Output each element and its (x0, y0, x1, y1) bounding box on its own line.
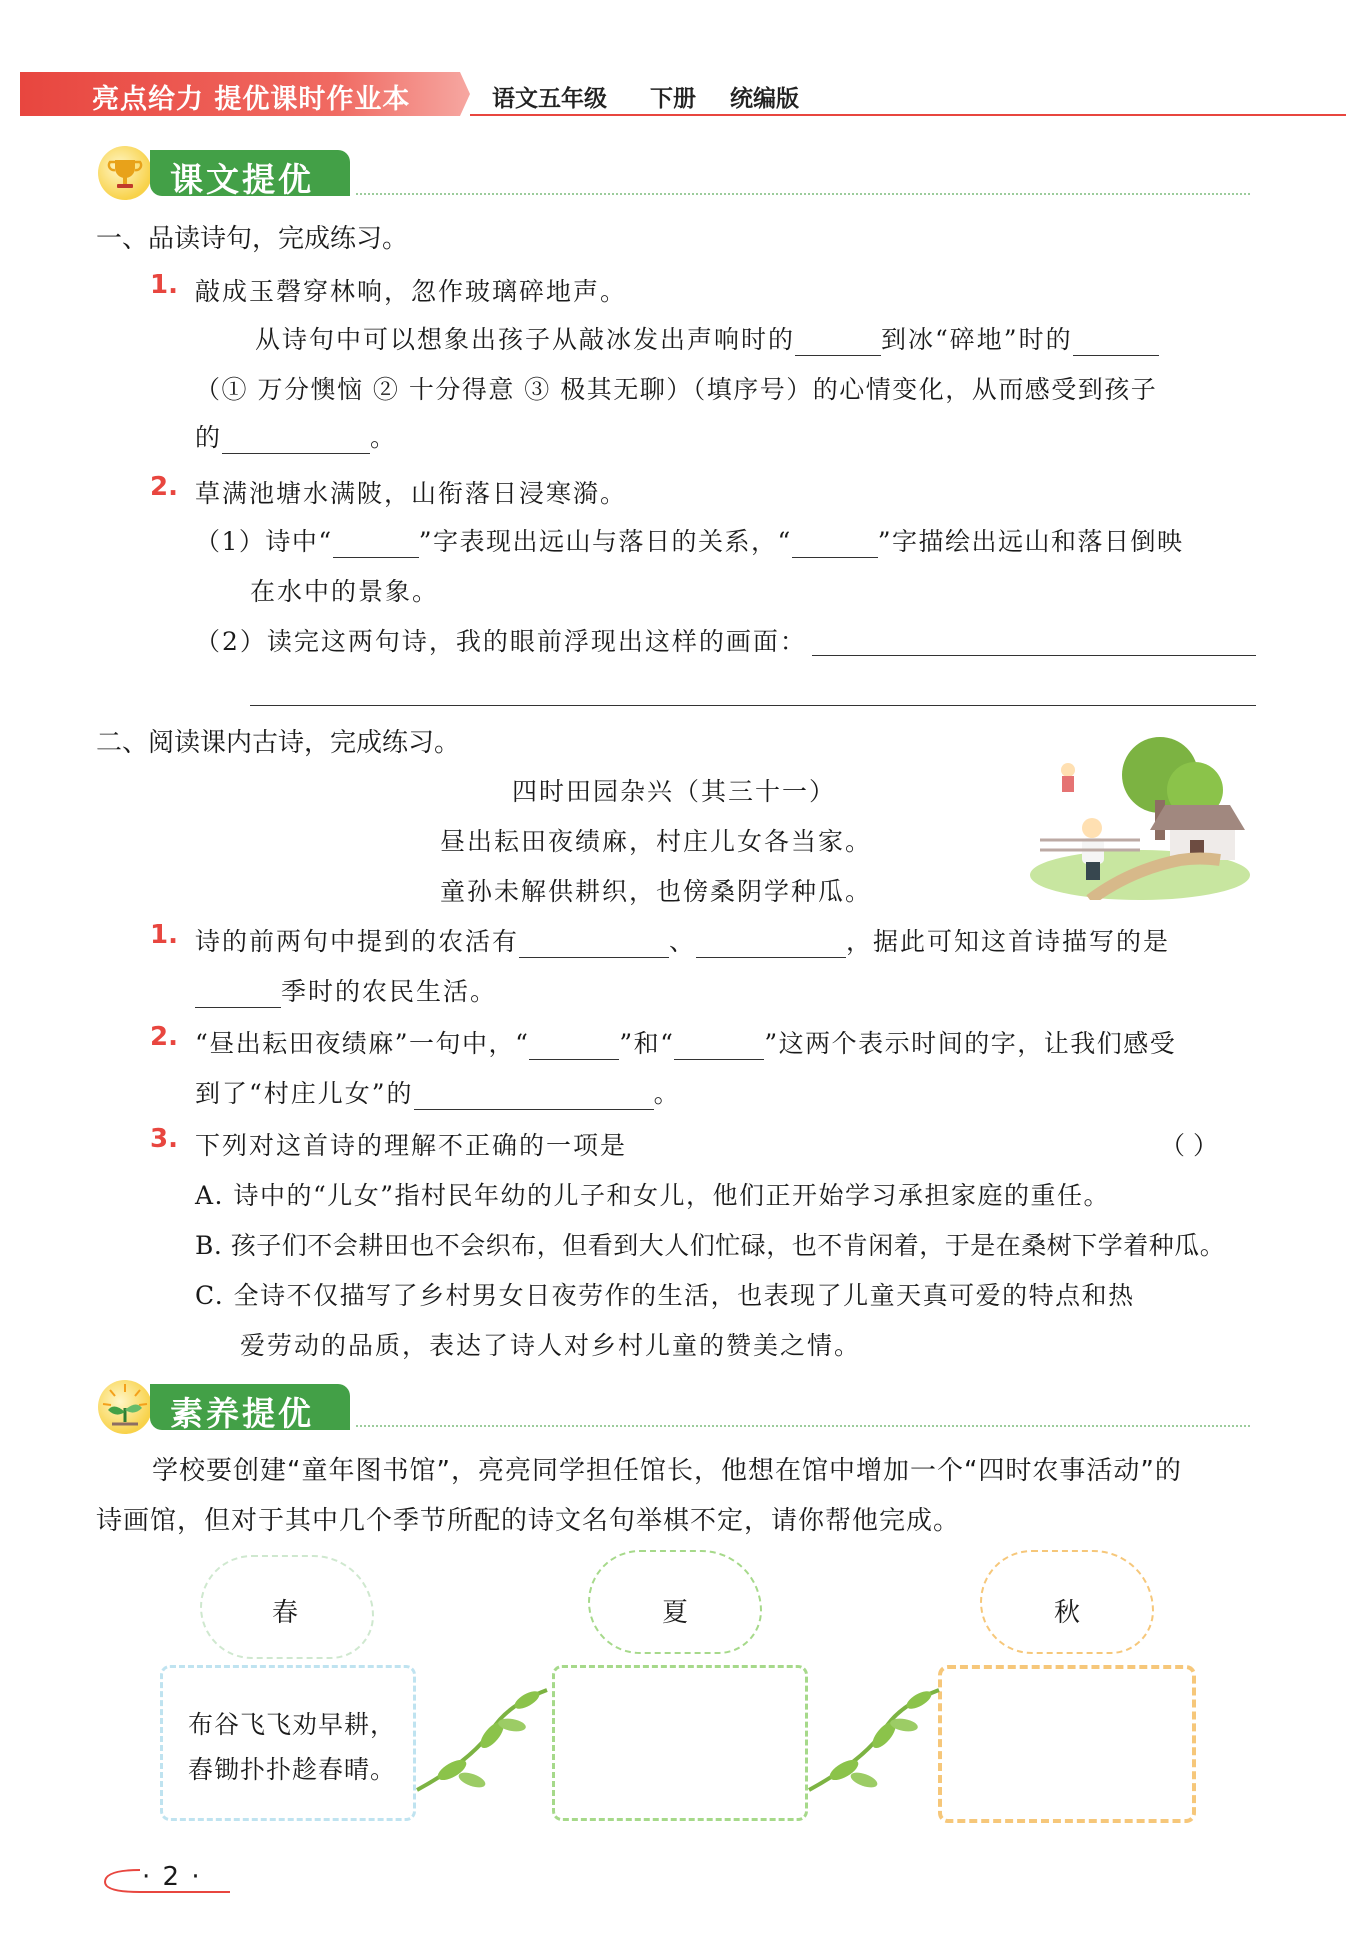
verse-1: 敲成玉磬穿林响，忽作玻璃碎地声。 (195, 277, 628, 306)
farm-illustration (1030, 730, 1255, 900)
section-title: 素养提优 (170, 1394, 314, 1433)
edition-label: 统编版 (730, 86, 799, 112)
q1-line1: 从诗句中可以想象出孩子从敲冰发出声响时的 到冰“碎地”时的 (255, 320, 1159, 356)
answer-blank[interactable] (222, 427, 370, 454)
intro-para-2: 诗画馆，但对于其中几个季节所配的诗文名句举棋不定，请你帮他完成。 (96, 1506, 961, 1536)
section-title: 课文提优 (170, 160, 314, 199)
intro-para-1: 学校要创建“童年图书馆”，亮亮同学担任馆长，他想在馆中增加一个“四时农事活动”的 (152, 1456, 1182, 1486)
option-a[interactable]: A. 诗中的“儿女”指村民年幼的儿子和女儿，他们正开始学习承担家庭的重任。 (195, 1181, 1111, 1210)
header-rule (470, 114, 1346, 116)
answer-blank[interactable] (195, 981, 281, 1008)
poem-line-1: 昼出耘田夜绩麻，村庄儿女各当家。 (440, 827, 873, 856)
answer-blank[interactable] (519, 931, 669, 958)
spring-line-1: 布谷飞飞劝早耕， (188, 1710, 397, 1739)
q2-sub1: （1）诗中“ ”字表现出远山与落日的关系，“ ”字描绘出远山和落日倒映 (195, 527, 1184, 556)
option-b[interactable]: B. 孩子们不会耕田也不会织布，但看到大人们忙碌，也不肯闲着，于是在桑树下学着种瓜。 (195, 1231, 1226, 1260)
trophy-icon (98, 146, 152, 200)
q2-sub1-cont: 在水中的景象。 (250, 577, 440, 606)
answer-blank[interactable] (674, 1033, 764, 1060)
volume-label: 下册 (650, 86, 696, 112)
part2-heading: 二、阅读课内古诗，完成练习。 (96, 728, 461, 758)
answer-line[interactable] (812, 655, 1256, 656)
question-number: 1. (150, 270, 178, 300)
p2-q1-line2: 季时的农民生活。 (195, 972, 497, 1008)
vine-decoration-1 (412, 1680, 552, 1800)
answer-line[interactable] (250, 705, 1256, 706)
banner-dotted-line (356, 193, 1250, 195)
q1-line3: 的 。 (195, 423, 398, 452)
spring-line-2: 舂锄扑扑趁春晴。 (188, 1755, 397, 1784)
answer-blank[interactable] (333, 531, 419, 558)
poem-title: 四时田园杂兴（其三十一） (512, 777, 837, 806)
option-c[interactable]: C. 全诗不仅描写了乡村男女日夜劳作的生活，也表现了儿童天真可爱的特点和热 (195, 1281, 1135, 1310)
verse-2: 草满池塘水满陂，山衔落日浸寒漪。 (195, 479, 628, 508)
question-number: 2. (150, 472, 178, 502)
question-number: 3. (150, 1124, 178, 1154)
answer-blank[interactable] (696, 931, 846, 958)
p2-q1-line1: 诗的前两句中提到的农活有 、 ，据此可知这首诗描写的是 (195, 927, 1171, 956)
section-banner-kewen (98, 150, 358, 199)
subject-label: 语文五年级 (492, 86, 607, 112)
series-title: 亮点给力 提优课时作业本 (92, 84, 411, 115)
question-number: 1. (150, 920, 178, 950)
poem-line-2: 童孙未解供耕织，也傍桑阴学种瓜。 (440, 877, 873, 906)
section-banner-suyang (98, 1384, 358, 1433)
q2-sub2: （2）读完这两句诗，我的眼前浮现出这样的画面： (195, 627, 807, 656)
p2-q3-stem: 下列对这首诗的理解不正确的一项是 (195, 1131, 628, 1160)
season-label-spring: 春 (272, 1598, 299, 1628)
autumn-answer-box[interactable] (938, 1665, 1196, 1823)
answer-blank[interactable] (529, 1033, 619, 1060)
answer-paren[interactable]: （ ） (1160, 1131, 1218, 1160)
option-c-cont: 爱劳动的品质，表达了诗人对乡村儿童的赞美之情。 (240, 1331, 862, 1360)
sprout-icon (98, 1380, 152, 1434)
season-label-autumn: 秋 (1054, 1598, 1081, 1628)
banner-dotted-line (356, 1425, 1250, 1427)
spring-box (160, 1665, 416, 1821)
q1-line2: （① 万分懊恼 ② 十分得意 ③ 极其无聊）（填序号）的心情变化，从而感受到孩子 (195, 375, 1158, 404)
answer-blank[interactable] (792, 531, 878, 558)
answer-blank[interactable] (1073, 329, 1159, 356)
summer-answer-box[interactable] (552, 1665, 808, 1821)
p2-q2-line1: “昼出耘田夜绩麻”一句中，“ ”和“ ”这两个表示时间的字，让我们感受 (195, 1029, 1177, 1058)
page-number: · 2 · (142, 1862, 202, 1892)
part1-heading: 一、品读诗句，完成练习。 (96, 224, 409, 254)
answer-blank[interactable] (795, 329, 881, 356)
season-label-summer: 夏 (662, 1598, 689, 1628)
p2-q2-line2: 到了“村庄儿女”的 。 (195, 1079, 681, 1108)
answer-blank[interactable] (414, 1083, 654, 1110)
question-number: 2. (150, 1022, 178, 1052)
vine-decoration-2 (804, 1680, 944, 1800)
